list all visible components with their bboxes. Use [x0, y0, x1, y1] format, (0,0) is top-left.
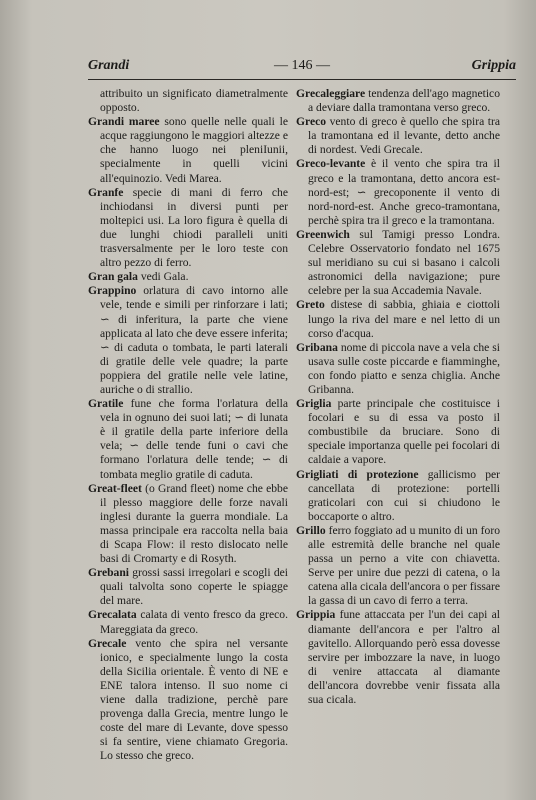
dictionary-entry	[296, 341, 500, 397]
dictionary-entry	[296, 157, 500, 227]
entry-text: tendenza dell'ago magnetico a deviare dalla tramontana verso greco.	[308, 87, 500, 115]
entry-headword: Granfe	[88, 185, 124, 199]
entry-text: parte principale che costituisce i focolari e su di essa va posto il combustibile da bruciare. Sono di speciale importanza quelle pei focolari di caldaie a vapore.	[308, 397, 500, 467]
dictionary-entry	[296, 115, 500, 157]
entry-headword: Grappino	[88, 284, 137, 298]
entry-text: vedi Gala.	[137, 270, 189, 284]
entry-headword: Grecaleggiare	[296, 87, 366, 100]
entry-text: grossi sassi irregolari e scogli dei quali talvolta sono coperte le spiagge del mare.	[100, 566, 288, 608]
entry-text: fune attaccata per l'un dei capi al diamante dell'ancora e per l'altro al gavitello. Allorquando però essa dovesse servire per imbozzare la nave, in luogo di venire attaccata al diamante dell'ancora dovrebbe venir fissata alla sua cicala.	[308, 608, 500, 707]
header-last-word: Grippia	[471, 58, 516, 73]
dictionary-entry	[88, 566, 288, 608]
dictionary-entry	[88, 115, 288, 185]
entry-headword: Grandi maree	[88, 115, 160, 129]
entry-headword: Grillo	[296, 523, 326, 537]
entry-text: vento di greco è quello che spira tra la tramontana ed il levante, detto anche di nordest. Vedi Grecale.	[308, 115, 500, 157]
right-column	[296, 87, 500, 707]
entry-headword: Greenwich	[296, 227, 350, 241]
entry-text: specie di mani di ferro che inchiodansi in diversi punti per moltepici usi. La loro figura è quella di due lunghi chiodi paralleli uniti trasversalmente per le loro teste con altro pezzo di ferro.	[100, 185, 288, 270]
entry-headword: Grecale	[88, 636, 127, 650]
dictionary-entry	[88, 637, 288, 764]
dictionary-entry	[296, 524, 500, 609]
entry-headword: Grigliati di protezione	[296, 467, 419, 481]
entry-text: calata di vento fresco da greco. Mareggiata da greco.	[100, 608, 288, 636]
dictionary-entry	[88, 284, 288, 397]
dictionary-entry	[296, 298, 500, 340]
dictionary-entry	[88, 186, 288, 271]
header-rule	[88, 79, 516, 80]
dictionary-entry	[296, 228, 500, 298]
page-number: — 146 —	[274, 58, 330, 73]
entry-text: ferro foggiato ad u munito di un foro alle estremità delle branche nel quale passa un perno a vite con chiavetta. Serve per unire due pezzi di catena, o la catena alla cicala dell'ancora o per fissare la gassa di un cavo di ferro a terra.	[308, 523, 500, 608]
dictionary-entry	[88, 482, 288, 567]
dictionary-entry	[88, 87, 288, 115]
dictionary-entry	[88, 270, 288, 284]
dictionary-entry	[88, 608, 288, 636]
entry-text: sul Tamigi presso Londra. Celebre Osservatorio fondato nel 1675 sul meridiano su cui si basano i calcoli astronomici della navigazione; pure celebre per la sua Accademia Navale.	[308, 227, 500, 298]
entry-text: nome di piccola nave a vela che si usava sulle coste piccarde e fiamminghe, con fondo piatto e senza chiglia. Anche Gribanna.	[308, 340, 500, 396]
left-column	[88, 87, 288, 764]
entry-headword: Greco-levante	[296, 157, 366, 171]
entry-text: sono quelle nelle quali le acque raggiungono le maggiori altezze e che hanno luogo nei pleniIunii, specialmente in quelli vicini all'equinozio. Vedi Marea.	[100, 115, 288, 185]
entry-headword: Greto	[296, 298, 325, 312]
dictionary-entry	[296, 468, 500, 524]
entry-headword: Griglia	[296, 397, 332, 411]
entry-text: (o Grand fleet) nome che ebbe il plesso maggiore delle forze navali inglesi durante la guerra mondiale. La massa principale era raccolta nella baia di Scapa Flow: il resto dislocato nelle basi di Cromarty e di Rosyth.	[100, 481, 288, 566]
entry-headword: Grebani	[88, 566, 130, 580]
entry-headword: Great-fleet	[88, 481, 142, 495]
entry-text: vento che spira nel versante ionico, e specialmente lungo la costa della Sicilia orientale. È vento di NE e ENE talora intenso. Il suo nome ci viene dalla tradizione, perchè pare provenga dalla Grecia, mentre lungo le coste del mare di Levante, dove spesso si fa sentire, viene chiamato Gregoria. Lo stesso che greco.	[100, 636, 288, 763]
header-first-word: Grandi	[88, 58, 130, 73]
entry-headword: Gribana	[296, 340, 338, 354]
entry-text: è il vento che spira tra il greco e la tramontana, detto ancora est-nord-est; ∽ grecoponente il vento di nord-nord-est. Anche greco-tramontana, perchè spira tra il greco e la tramontana.	[308, 157, 500, 227]
page-header	[88, 58, 516, 80]
entry-headword: Grecalata	[88, 608, 137, 622]
entry-text: gallicismo per cancellata di protezione: portelli graticolari con cui si chiudono le boccaporte o altro.	[308, 467, 501, 523]
entry-headword: Gratile	[88, 397, 124, 411]
dictionary-entry	[296, 87, 500, 115]
entry-text: orlatura di cavo intorno alle vele, tende e simili per rinforzare i lati; ∽ di inferitura, la parte che viene applicata al lato che deve essere inferita; ∽ di caduta o tombata, le parti laterali di gratile delle vele quadre; la parte poppiera del gratile nelle vele latine, auriche o di strallio.	[100, 284, 288, 396]
entry-text: attribuito un significato diametralmente opposto.	[100, 87, 288, 115]
dictionary-entry	[88, 397, 288, 482]
entry-headword: Grippia	[296, 608, 336, 622]
dictionary-entry	[296, 397, 500, 467]
entry-text: distese di sabbia, ghiaia e ciottoli lungo la riva del mare e nel letto di un corso d'acqua.	[308, 298, 500, 340]
entry-headword: Greco	[296, 115, 327, 129]
dictionary-entry	[296, 608, 500, 707]
entry-text: fune che forma l'orlatura della vela in ognuno dei suoi lati; ∽ di lunata è il gratile della parte inferiore della vela; ∽ delle tende funi o cavi che formano l'orlatura delle tende; ∽ di tombata meglio gratile di caduta.	[100, 397, 288, 481]
entry-headword: Gran gala	[88, 270, 138, 284]
